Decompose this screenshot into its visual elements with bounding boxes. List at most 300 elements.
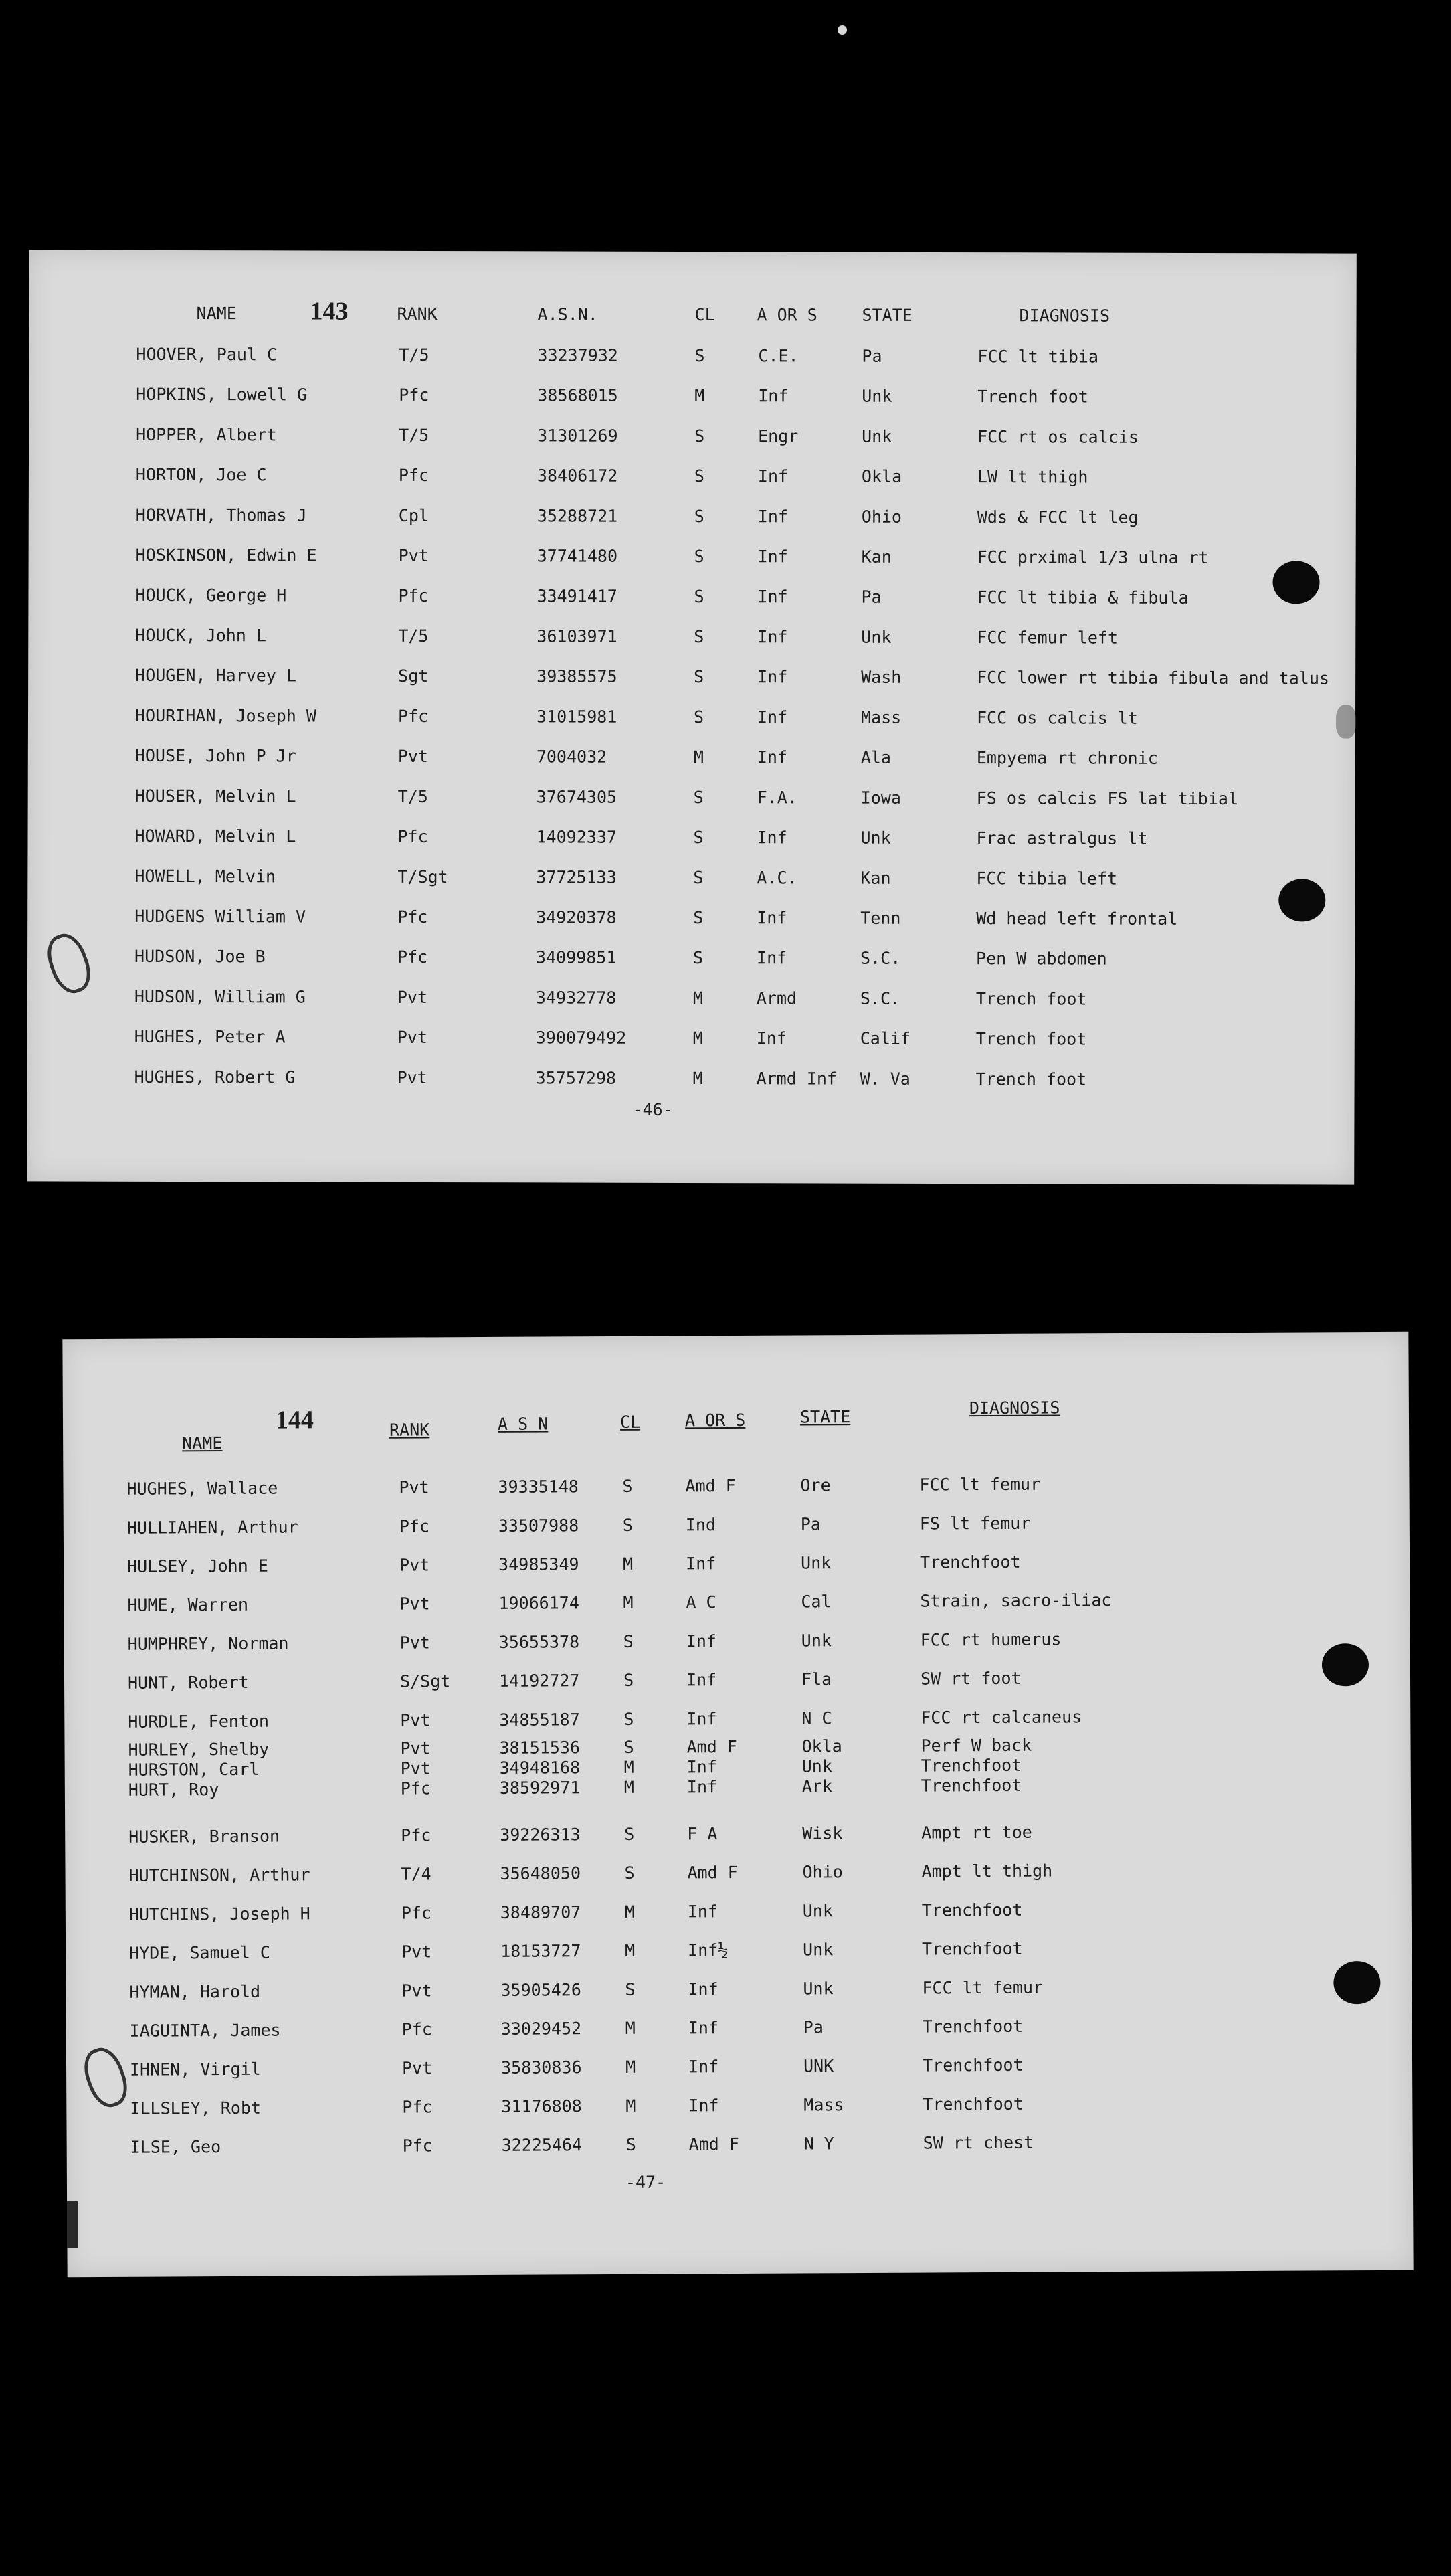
cell-name: HOWARD, Melvin L [134, 826, 296, 846]
cell-asn: 35905426 [500, 1980, 581, 2000]
table-row [28, 618, 1355, 655]
card-header [63, 1398, 1409, 1453]
cell-asn: 34855187 [499, 1710, 580, 1730]
cell-aors: Inf [757, 627, 788, 647]
punch-hole [1278, 879, 1325, 921]
record-card-144 [62, 1332, 1413, 2278]
cell-state: Ore [800, 1475, 831, 1495]
cell-state: Unk [801, 1631, 832, 1651]
cell-rank: Pfc [401, 1903, 432, 1923]
cell-diagnosis: FS lt femur [919, 1513, 1031, 1534]
cell-rank: Pfc [397, 947, 428, 967]
cell-cl: S [622, 1515, 633, 1535]
table-row [27, 939, 1355, 976]
cell-aors: Inf [757, 828, 787, 848]
cell-rank: Pvt [401, 1942, 432, 1962]
cell-name: HOWELL, Melvin [134, 866, 276, 887]
table-row [66, 2047, 1412, 2088]
cell-rank: S/Sgt [399, 1671, 451, 1691]
cell-rank: Pvt [397, 746, 429, 766]
table-row [64, 1660, 1410, 1701]
cell-cl: M [692, 988, 704, 1008]
cell-asn: 34099851 [536, 947, 617, 968]
cell-state: N C [801, 1708, 832, 1728]
cell-state: Ohio [861, 507, 902, 527]
cell-name: HOSKINSON, Edwin E [135, 545, 317, 565]
cell-name: HUMPHREY, Norman [127, 1633, 289, 1654]
cell-aors: Ind [685, 1515, 716, 1535]
cell-cl: S [624, 1863, 635, 1883]
cell-aors: Inf [757, 948, 787, 968]
cell-asn: 37741480 [537, 546, 618, 566]
cell-rank: Pfc [397, 907, 428, 927]
cell-rank: T/5 [399, 345, 429, 365]
cell-aors: Inf½ [688, 1940, 729, 1960]
cell-state: Pa [800, 1514, 821, 1534]
cell-rank: Pfc [399, 1516, 430, 1536]
cell-diagnosis: Wds & FCC lt leg [977, 507, 1139, 527]
cell-name: HYMAN, Harold [129, 1981, 261, 2002]
cell-state: Unk [802, 1901, 834, 1921]
col-rank-header: RANK [397, 304, 438, 325]
cell-rank: Pvt [401, 1981, 432, 2001]
cell-state: Unk [862, 386, 892, 406]
col-aors-header: A OR S [684, 1410, 746, 1431]
cell-asn: 37725133 [536, 867, 617, 887]
cell-aors: Inf [688, 2096, 719, 2116]
cell-state: Cal [801, 1592, 832, 1612]
col-name-header: NAME [196, 304, 237, 324]
cell-aors: C.E. [758, 346, 799, 366]
cell-aors: Amd F [686, 1737, 737, 1757]
col-asn-header: A S N [497, 1414, 549, 1434]
cell-rank: Pfc [402, 2136, 433, 2156]
cell-aors: Inf [688, 1979, 718, 1999]
cell-rank: Pvt [401, 2058, 433, 2078]
cell-asn: 35648050 [500, 1863, 581, 1883]
cell-cl: M [623, 1592, 634, 1613]
cell-aors: Inf [757, 587, 788, 607]
table-row [66, 1969, 1412, 2010]
cell-rank: Sgt [398, 666, 429, 686]
cell-name: HUGHES, Robert G [134, 1067, 296, 1087]
col-diagnosis-header: DIAGNOSIS [969, 1398, 1060, 1418]
col-rank-header: RANK [389, 1420, 430, 1440]
table-row [66, 1930, 1412, 1971]
cell-rank: Pfc [402, 2097, 433, 2117]
cell-state: Ala [860, 747, 892, 767]
cell-cl: S [625, 2134, 636, 2154]
cell-diagnosis: Ampt rt toe [921, 1822, 1032, 1843]
table-row [66, 2086, 1412, 2126]
table-row [29, 498, 1356, 535]
edge-stain [1336, 705, 1356, 739]
cell-asn: 33507988 [498, 1515, 579, 1536]
table-row [65, 1774, 1411, 1815]
table-row [29, 458, 1356, 494]
cell-state: UNK [803, 2056, 834, 2076]
cell-rank: Pfc [400, 1778, 431, 1799]
cell-diagnosis: LW lt thigh [977, 467, 1088, 487]
cell-name: ILLSLEY, Robt [130, 2098, 262, 2118]
cell-rank: Pfc [398, 465, 429, 485]
cell-asn: 31176808 [501, 2096, 582, 2116]
table-row [28, 779, 1355, 816]
cell-aors: Inf [756, 1028, 787, 1048]
cell-name: HURDLE, Fenton [128, 1711, 270, 1732]
cell-cl: M [623, 1554, 634, 1574]
cell-name: HUGHES, Peter A [134, 1026, 286, 1047]
table-row [29, 538, 1356, 575]
cell-cl: M [625, 2096, 636, 2116]
col-aors-header: A OR S [757, 305, 817, 325]
cell-rank: T/4 [401, 1864, 431, 1884]
cell-cl: M [692, 1028, 703, 1048]
cell-aors: Inf [757, 547, 788, 567]
cell-rank: Pfc [401, 1825, 431, 1845]
cell-diagnosis: Trenchfoot [921, 1775, 1022, 1796]
cell-cl: S [694, 466, 705, 486]
col-diagnosis-header: DIAGNOSIS [1019, 306, 1110, 326]
cell-name: HOUCK, John L [135, 625, 267, 646]
cell-diagnosis: Ampt lt thigh [921, 1861, 1053, 1881]
col-cl-header: CL [694, 305, 715, 325]
cell-asn: 32225464 [501, 2135, 583, 2155]
cell-cl: S [693, 868, 704, 888]
cell-asn: 36103971 [537, 626, 617, 646]
cell-rank: Pfc [398, 585, 429, 606]
table-row [65, 1814, 1411, 1855]
cell-asn: 31301269 [537, 426, 618, 446]
cell-name: HORVATH, Thomas J [135, 504, 307, 525]
cell-asn: 37674305 [536, 787, 617, 807]
cell-cl: M [625, 2018, 636, 2038]
cell-name: HULLIAHEN, Arthur [126, 1517, 298, 1538]
cell-state: Kan [860, 868, 891, 888]
cell-aors: A C [686, 1592, 716, 1613]
cell-rank: Pvt [397, 1067, 427, 1087]
cell-cl: S [694, 587, 704, 607]
cell-asn: 19066174 [498, 1593, 579, 1613]
cell-cl: S [623, 1631, 634, 1651]
cell-state: Okla [801, 1736, 842, 1756]
cell-name: HUDGENS William V [134, 906, 306, 927]
cell-name: HUSKER, Branson [128, 1826, 280, 1847]
cell-asn: 39226313 [500, 1825, 581, 1845]
cell-name: HURLEY, Shelby [128, 1739, 270, 1760]
cell-name: HOUCK, George H [135, 585, 287, 606]
cell-aors: Engr [758, 426, 799, 446]
cell-diagnosis: Strain, sacro-iliac [920, 1590, 1112, 1611]
cell-cl: S [694, 346, 705, 366]
table-row [64, 1544, 1410, 1584]
cell-asn: 14092337 [536, 827, 617, 847]
table-row [64, 1582, 1410, 1623]
col-state-header: STATE [799, 1407, 851, 1427]
cell-rank: T/Sgt [397, 866, 448, 887]
cell-rank: Pvt [397, 1027, 427, 1047]
cell-cl: S [693, 707, 704, 727]
cell-name: HOUSER, Melvin L [134, 786, 296, 806]
cell-aors: Inf [758, 386, 789, 406]
cell-state: Unk [801, 1553, 832, 1573]
cell-name: HOUGEN, Harvey L [135, 665, 297, 686]
cell-diagnosis: FCC lt femur [922, 1977, 1044, 1998]
cell-aors: Amd F [687, 1863, 738, 1883]
cell-name: HORTON, Joe C [135, 464, 267, 485]
punch-hole [1272, 561, 1319, 604]
cell-state: Mass [860, 707, 902, 727]
cell-name: IAGUINTA, James [129, 2020, 281, 2041]
col-name-header: NAME [182, 1433, 223, 1453]
table-row [29, 337, 1356, 374]
cell-cl: S [694, 547, 704, 567]
cell-asn: 35830836 [500, 2057, 582, 2078]
cell-diagnosis: Trench foot [975, 989, 1087, 1009]
cell-rank: Pvt [398, 545, 429, 565]
cell-name: HUDSON, Joe B [134, 946, 266, 967]
cell-aors: Inf [686, 1670, 717, 1690]
cell-diagnosis: SW rt foot [920, 1668, 1022, 1689]
cell-state: Ark [801, 1776, 833, 1797]
cell-name: HUDSON, William G [134, 986, 306, 1007]
cell-diagnosis: FCC tibia left [976, 868, 1118, 889]
cell-cl: S [625, 1979, 636, 1999]
cell-diagnosis: FCC rt calcaneus [921, 1707, 1082, 1728]
cell-state: S.C. [860, 948, 901, 968]
cell-name: HULSEY, John E [127, 1556, 268, 1576]
cell-diagnosis: Trench foot [975, 1069, 1087, 1089]
card-number: 144 [275, 1406, 314, 1435]
cell-diagnosis: FCC prximal 1/3 ulna rt [977, 547, 1209, 568]
punch-hole [1333, 1961, 1380, 2004]
cell-diagnosis: FCC lt tibia & fibula [977, 587, 1189, 608]
cell-name: HOUSE, John P Jr [134, 745, 296, 766]
cell-asn: 34985349 [498, 1554, 579, 1574]
cell-aors: Inf [686, 1554, 716, 1574]
cell-asn: 33491417 [537, 586, 617, 606]
cell-asn: 18153727 [500, 1941, 581, 1961]
cell-asn: 34932778 [535, 988, 617, 1008]
cell-state: Unk [860, 828, 891, 848]
record-card-143 [27, 250, 1357, 1184]
cell-diagnosis: Trenchfoot [922, 2055, 1024, 2076]
cell-aors: Inf [757, 507, 788, 527]
cell-rank: Cpl [398, 505, 429, 525]
cell-asn: 38592971 [499, 1778, 581, 1798]
table-row [27, 899, 1355, 936]
cell-diagnosis: SW rt chest [923, 2132, 1034, 2153]
cell-asn: 33237932 [537, 345, 618, 365]
cell-state: S.C. [860, 988, 901, 1008]
cell-aors: Amd F [685, 1476, 736, 1496]
cell-cl: M [692, 1069, 703, 1089]
cell-aors: Inf [757, 908, 787, 928]
cell-aors: Armd [756, 988, 797, 1008]
cell-state: Tenn [860, 908, 901, 928]
cell-state: Unk [803, 1940, 834, 1960]
cell-diagnosis: FCC rt os calcis [977, 427, 1139, 447]
cell-cl: S [694, 426, 705, 446]
cell-name: HOURIHAN, Joseph W [134, 705, 316, 726]
edge-mark [67, 2201, 78, 2248]
table-row [28, 699, 1355, 735]
cell-name: HOOVER, Paul C [136, 344, 278, 365]
cell-name: HOPPER, Albert [136, 424, 277, 445]
cell-name: HUTCHINSON, Arthur [128, 1865, 310, 1885]
cell-diagnosis: FCC rt humerus [920, 1629, 1062, 1650]
cell-state: Wash [861, 667, 902, 687]
table-row [63, 1466, 1409, 1507]
col-state-header: STATE [862, 305, 912, 325]
cell-asn: 35655378 [498, 1632, 580, 1652]
cell-asn: 38568015 [537, 385, 618, 405]
cell-name: HOPKINS, Lowell G [136, 384, 308, 405]
cell-cl: M [625, 1940, 636, 1960]
cell-state: Wisk [802, 1823, 843, 1843]
cell-cl: S [693, 948, 704, 968]
cell-diagnosis: FCC lt tibia [977, 347, 1099, 367]
table-row [27, 980, 1355, 1016]
cell-diagnosis: Trenchfoot [922, 1938, 1023, 1959]
cell-diagnosis: Empyema rt chronic [976, 748, 1158, 768]
punch-hole [1322, 1643, 1369, 1686]
cell-aors: Inf [757, 707, 788, 727]
table-row [27, 859, 1355, 896]
cell-diagnosis: FCC lower rt tibia fibula and talus [977, 668, 1329, 688]
cell-rank: Pfc [397, 826, 428, 846]
table-row [28, 739, 1355, 775]
cell-name: HUNT, Robert [127, 1672, 249, 1693]
cell-aors: Inf [686, 1757, 717, 1777]
cell-cl: S [623, 1737, 634, 1757]
col-asn-header: A.S.N. [537, 304, 598, 325]
cell-aors: Inf [686, 1631, 716, 1651]
cell-asn: 39385575 [537, 666, 617, 686]
cell-aors: Armd Inf [756, 1069, 838, 1089]
cell-rank: Pvt [400, 1758, 431, 1778]
cell-asn: 34920378 [536, 907, 617, 927]
cell-state: Pa [861, 587, 882, 607]
cell-rank: Pfc [401, 2019, 432, 2039]
cell-diagnosis: Perf W back [921, 1735, 1032, 1756]
cell-name: IHNEN, Virgil [129, 2059, 261, 2080]
cell-aors: Inf [687, 1902, 718, 1922]
cell-cl: S [624, 1824, 635, 1844]
cell-diagnosis: FCC os calcis lt [976, 708, 1138, 728]
table-row [27, 819, 1355, 856]
table-row [66, 2008, 1412, 2049]
cell-rank: T/5 [398, 626, 429, 646]
table-row [67, 2124, 1413, 2165]
table-row [64, 1505, 1410, 1546]
cell-name: HUME, Warren [127, 1594, 249, 1615]
cell-cl: S [693, 788, 704, 808]
cell-diagnosis: FCC femur left [977, 628, 1119, 648]
cell-rank: Pvt [399, 1477, 429, 1497]
cell-asn: 38489707 [500, 1902, 581, 1922]
cell-rank: Pvt [399, 1633, 430, 1653]
cell-diagnosis: Trenchfoot [920, 1552, 1021, 1572]
cell-cl: S [622, 1476, 633, 1496]
cell-asn: 33029452 [500, 2019, 582, 2039]
cell-state: Pa [862, 346, 882, 366]
cell-diagnosis: Trench foot [975, 1029, 1087, 1049]
cell-asn: 34948168 [499, 1758, 581, 1778]
cell-cl: M [624, 1902, 635, 1922]
cell-state: Unk [861, 627, 892, 647]
cell-asn: 35288721 [537, 506, 618, 526]
cell-aors: F.A. [757, 788, 797, 808]
col-cl-header: CL [619, 1412, 641, 1432]
cell-name: HURSTON, Carl [128, 1759, 260, 1780]
cell-state: Mass [803, 2095, 844, 2115]
cell-aors: A.C. [757, 868, 797, 888]
cell-diagnosis: FCC lt femur [919, 1474, 1041, 1495]
cell-state: Ohio [802, 1862, 843, 1882]
cell-rank: Pvt [397, 987, 428, 1007]
cell-state: Fla [801, 1669, 832, 1689]
cell-name: HYDE, Samuel C [129, 1942, 270, 1963]
cell-name: ILSE, Geo [130, 2137, 221, 2157]
cell-diagnosis: Trench foot [977, 387, 1088, 407]
cell-diagnosis: Trenchfoot [923, 2094, 1024, 2114]
card-number: 143 [310, 297, 349, 326]
cell-name: HURT, Roy [128, 1780, 219, 1800]
page-number: -46- [632, 1099, 673, 1119]
cell-rank: Pvt [400, 1738, 431, 1758]
cell-diagnosis: Frac astralgus lt [976, 828, 1148, 848]
cell-diagnosis: FS os calcis FS lat tibial [976, 788, 1239, 809]
table-row [66, 1892, 1412, 1932]
cell-state: W. Va [860, 1069, 910, 1089]
cell-diagnosis: Wd head left frontal [976, 909, 1178, 929]
table-row [29, 377, 1356, 414]
table-row [65, 1853, 1411, 1894]
cell-cl: M [625, 2057, 636, 2077]
cell-state: Calif [860, 1028, 911, 1048]
table-row [29, 418, 1356, 454]
cell-state: N Y [803, 2134, 834, 2154]
cell-cl: S [623, 1670, 634, 1690]
card-header [29, 296, 1357, 333]
cell-cl: M [623, 1777, 635, 1797]
cell-name: HUTCHINS, Joseph H [128, 1904, 310, 1924]
cell-rank: Pfc [397, 706, 429, 726]
page-number: -47- [625, 2172, 666, 2192]
cell-rank: Pfc [399, 385, 429, 405]
table-row [28, 578, 1355, 615]
cell-state: Pa [803, 2017, 824, 2037]
cell-rank: Pvt [399, 1594, 430, 1614]
cell-aors: Inf [757, 747, 788, 767]
cell-name: HUGHES, Wallace [126, 1478, 278, 1499]
cell-aors: Inf [688, 2057, 719, 2077]
cell-state: Unk [862, 426, 892, 446]
cell-cl: S [693, 828, 704, 848]
cell-cl: S [694, 627, 704, 647]
cell-asn: 31015981 [536, 707, 617, 727]
cell-diagnosis: Trenchfoot [922, 2016, 1024, 2037]
table-row [64, 1621, 1410, 1662]
cell-rank: Pvt [399, 1555, 430, 1575]
cell-asn: 38406172 [537, 466, 618, 486]
cell-asn: 390079492 [535, 1028, 627, 1048]
cell-aors: Inf [757, 466, 789, 486]
cell-state: Kan [861, 547, 892, 567]
cell-cl: S [623, 1709, 634, 1729]
cell-diagnosis: Trenchfoot [921, 1755, 1022, 1776]
